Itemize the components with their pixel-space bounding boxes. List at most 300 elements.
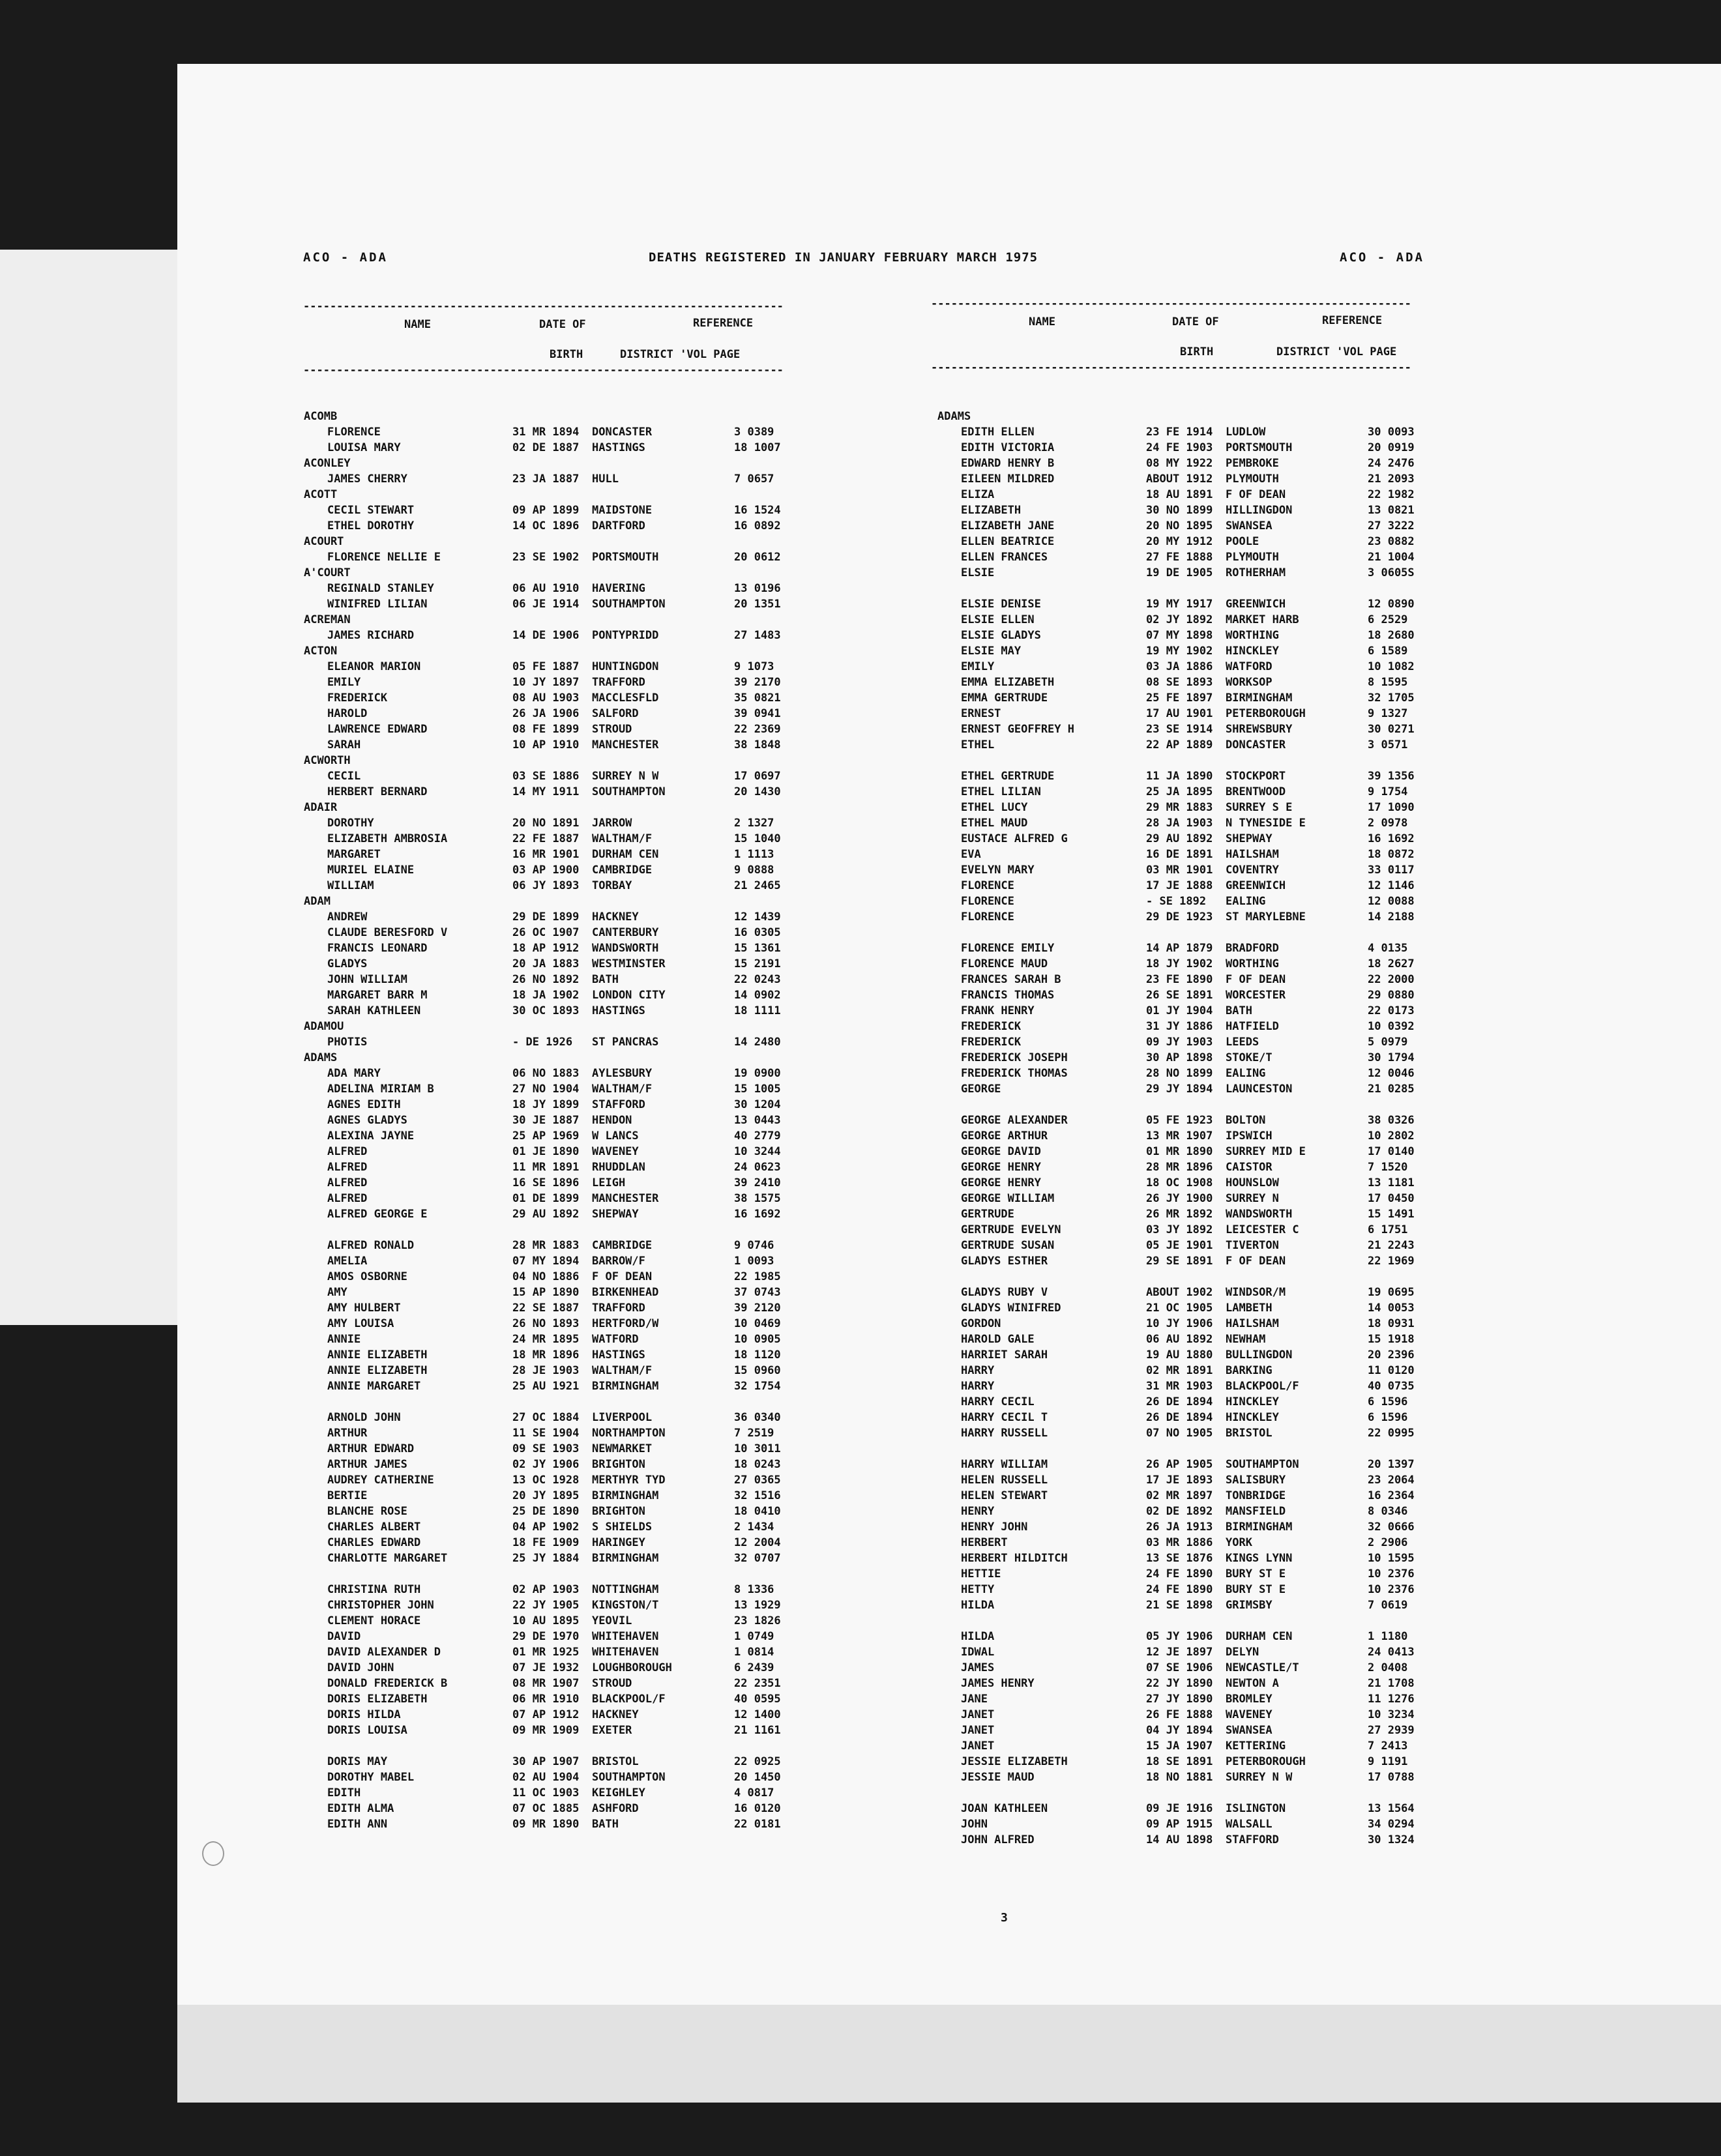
vol-page-reference: 29 0880 [1368,989,1415,1002]
date-of-birth: 14 AP 1879 [1146,942,1213,955]
vol-page-reference: 2 2906 [1368,1536,1408,1549]
district: MAIDSTONE [592,504,653,517]
district: MARKET HARB [1226,613,1299,626]
vol-page-reference: 4 0135 [1368,942,1408,955]
date-of-birth: 26 SE 1891 [1146,989,1213,1002]
date-of-birth: 23 JA 1887 [512,473,580,486]
district: BOLTON [1226,1114,1266,1127]
date-of-birth: 14 DE 1906 [512,629,580,642]
district: BURY ST E [1226,1567,1286,1581]
forename: ALEXINA JAYNE [327,1129,415,1143]
date-of-birth: 09 AP 1915 [1146,1818,1213,1831]
vol-page-reference: 27 2939 [1368,1724,1415,1737]
district: DARTFORD [592,519,645,532]
forename: EDITH [327,1786,361,1799]
date-of-birth: 07 MY 1894 [512,1255,580,1268]
vol-page-reference: 1 0093 [734,1255,774,1268]
date-of-birth: 15 AP 1890 [512,1286,580,1299]
forename: HILDA [961,1599,995,1612]
date-of-birth: 02 AU 1904 [512,1771,580,1784]
date-of-birth: 26 JA 1913 [1146,1521,1213,1534]
date-of-birth: 09 AP 1899 [512,504,580,517]
date-of-birth: 03 SE 1886 [512,770,580,783]
forename: DAVID [327,1630,361,1643]
date-of-birth: 18 JY 1899 [512,1098,580,1111]
district: PLYMOUTH [1226,473,1279,486]
forename: EVELYN MARY [961,864,1035,877]
date-of-birth: 29 JY 1894 [1146,1083,1213,1096]
district: HENDON [592,1114,632,1127]
forename: HERBERT [961,1536,1008,1549]
surname: ADAMS [304,1051,338,1064]
vol-page-reference: 18 0872 [1368,848,1415,861]
forename: FLORENCE NELLIE E [327,551,441,564]
district: BIRMINGHAM [1226,692,1293,705]
forename: AUDREY CATHERINE [327,1474,434,1487]
date-of-birth: 28 JA 1903 [1146,817,1213,830]
date-of-birth: 28 NO 1899 [1146,1067,1213,1080]
vol-page-reference: 22 2369 [734,723,781,736]
date-of-birth: 24 FE 1903 [1146,441,1213,454]
date-of-birth: 07 AP 1912 [512,1708,580,1721]
heading-reference: REFERENCE [1322,314,1383,327]
vol-page-reference: 16 0892 [734,519,781,532]
date-of-birth: 09 JY 1903 [1146,1036,1213,1049]
date-of-birth: 29 DE 1923 [1146,910,1213,924]
forename: HARRY [961,1364,995,1377]
vol-page-reference: 9 0746 [734,1239,774,1252]
vol-page-reference: 40 0595 [734,1693,781,1706]
date-of-birth: 27 FE 1888 [1146,551,1213,564]
date-of-birth: ABOUT 1912 [1146,473,1213,486]
vol-page-reference: 20 2396 [1368,1348,1415,1362]
forename: DORIS ELIZABETH [327,1693,428,1706]
forename: DAVID JOHN [327,1661,394,1674]
district: BRIGHTON [592,1458,645,1471]
date-of-birth: 10 AU 1895 [512,1614,580,1627]
date-of-birth: 02 AP 1903 [512,1583,580,1596]
district: BULLINGDON [1226,1348,1293,1362]
surname: ADAMS [937,410,971,423]
forename: ERNEST [961,707,1001,720]
forename: ELLEN FRANCES [961,551,1048,564]
date-of-birth: 26 NO 1893 [512,1317,580,1330]
district: BIRKENHEAD [592,1286,659,1299]
forename: ELIZABETH [961,504,1022,517]
date-of-birth: 26 MR 1892 [1146,1208,1213,1221]
district: W LANCS [592,1129,639,1143]
district: SWANSEA [1226,519,1272,532]
date-of-birth: 01 DE 1899 [512,1192,580,1205]
date-of-birth: 11 JA 1890 [1146,770,1213,783]
district: MERTHYR TYD [592,1474,666,1487]
date-of-birth: 24 FE 1890 [1146,1567,1213,1581]
forename: FREDERICK [961,1020,1022,1033]
vol-page-reference: 18 1120 [734,1348,781,1362]
date-of-birth: 18 FE 1909 [512,1536,580,1549]
forename: FRANCIS THOMAS [961,989,1055,1002]
date-of-birth: 12 JE 1897 [1146,1646,1213,1659]
date-of-birth: 22 JY 1890 [1146,1677,1213,1690]
date-of-birth: 03 MR 1901 [1146,864,1213,877]
forename: JANET [961,1740,995,1753]
date-of-birth: 20 JA 1883 [512,957,580,970]
date-of-birth: 08 SE 1893 [1146,676,1213,689]
forename: ETHEL DOROTHY [327,519,415,532]
vol-page-reference: 22 1969 [1368,1255,1415,1268]
date-of-birth: 20 NO 1895 [1146,519,1213,532]
vol-page-reference: 20 1450 [734,1771,781,1784]
forename: GERTRUDE [961,1208,1014,1221]
forename: WILLIAM [327,879,374,892]
forename: HERBERT HILDITCH [961,1552,1068,1565]
vol-page-reference: 16 1692 [1368,832,1415,845]
forename: HETTY [961,1583,995,1596]
district: BLACKPOOL/F [1226,1380,1299,1393]
date-of-birth: 14 OC 1896 [512,519,580,532]
forename: AMY [327,1286,347,1299]
date-of-birth: 03 JY 1892 [1146,1223,1213,1236]
district: POOLE [1226,535,1259,548]
vol-page-reference: 24 2476 [1368,457,1415,470]
date-of-birth: 23 SE 1914 [1146,723,1213,736]
forename: CHRISTINA RUTH [327,1583,421,1596]
district: BIRMINGHAM [592,1489,659,1502]
forename: ETHEL GERTRUDE [961,770,1055,783]
district: STOKE/T [1226,1051,1272,1064]
vol-page-reference: 16 0305 [734,926,781,939]
vol-page-reference: 40 2779 [734,1129,781,1143]
district: HAVERING [592,582,645,595]
vol-page-reference: 6 1589 [1368,645,1408,658]
date-of-birth: 17 JE 1893 [1146,1474,1213,1487]
district: LEEDS [1226,1036,1259,1049]
vol-page-reference: 17 0450 [1368,1192,1415,1205]
forename: ARTHUR [327,1427,368,1440]
date-of-birth: 06 JY 1893 [512,879,580,892]
date-of-birth: 18 OC 1908 [1146,1176,1213,1189]
forename: ARTHUR JAMES [327,1458,407,1471]
column-heading-left: ------------------------------------------------------------------------ NAME DATE OF REFERENCE BIRTH DISTRICT 'VOL PAGE ------------------------------------------------------------------------ [303,300,784,377]
vol-page-reference: 1 0814 [734,1646,774,1659]
forename: HARRY RUSSELL [961,1427,1048,1440]
date-of-birth: 26 AP 1905 [1146,1458,1213,1471]
date-of-birth: - SE 1892 [1146,895,1207,908]
district: HUNTINGDON [592,660,659,673]
forename: ARNOLD JOHN [327,1411,401,1424]
district: BRIGHTON [592,1505,645,1518]
district: ASHFORD [592,1802,639,1815]
vol-page-reference: 14 0053 [1368,1302,1415,1315]
forename: HAROLD GALE [961,1333,1035,1346]
vol-page-reference: 39 2410 [734,1176,781,1189]
vol-page-reference: 32 1705 [1368,692,1415,705]
forename: ETHEL [961,738,995,751]
vol-page-reference: 3 0571 [1368,738,1408,751]
header-title: DEATHS REGISTERED IN JANUARY FEBRUARY MARCH 1975 [649,250,1038,265]
district: SHEPWAY [1226,832,1272,845]
vol-page-reference: 15 1491 [1368,1208,1415,1221]
vol-page-reference: 13 1564 [1368,1802,1415,1815]
vol-page-reference: 2 1434 [734,1521,774,1534]
district: SURREY S E [1226,801,1293,814]
district: WANDSWORTH [592,942,659,955]
vol-page-reference: 10 1595 [1368,1552,1415,1565]
district: BURY ST E [1226,1583,1286,1596]
vol-page-reference: 15 1918 [1368,1333,1415,1346]
forename: LAWRENCE EDWARD [327,723,428,736]
vol-page-reference: 30 1794 [1368,1051,1415,1064]
forename: FREDERICK [961,1036,1022,1049]
vol-page-reference: 4 0817 [734,1786,774,1799]
district: CAISTOR [1226,1161,1272,1174]
date-of-birth: 17 JE 1888 [1146,879,1213,892]
district: WORKSOP [1226,676,1272,689]
vol-page-reference: 38 1848 [734,738,781,751]
date-of-birth: 01 JE 1890 [512,1145,580,1158]
surname: ADAIR [304,801,338,814]
date-of-birth: 25 AU 1921 [512,1380,580,1393]
date-of-birth: 07 JE 1932 [512,1661,580,1674]
forename: JAMES CHERRY [327,473,407,486]
district: WALSALL [1226,1818,1272,1831]
district: BIRMINGHAM [592,1380,659,1393]
forename: GLADYS WINIFRED [961,1302,1061,1315]
vol-page-reference: 11 0120 [1368,1364,1415,1377]
vol-page-reference: 20 1351 [734,598,781,611]
district: STAFFORD [1226,1833,1279,1846]
vol-page-reference: 14 2480 [734,1036,781,1049]
forename: BERTIE [327,1489,368,1502]
vol-page-reference: 5 0979 [1368,1036,1408,1049]
date-of-birth: 28 MR 1896 [1146,1161,1213,1174]
forename: CECIL [327,770,361,783]
forename: CLAUDE BERESFORD V [327,926,448,939]
vol-page-reference: 20 1397 [1368,1458,1415,1471]
district: MANCHESTER [592,738,659,751]
vol-page-reference: 13 0443 [734,1114,781,1127]
vol-page-reference: 37 0743 [734,1286,781,1299]
district: LONDON CITY [592,989,666,1002]
date-of-birth: 23 SE 1902 [512,551,580,564]
vol-page-reference: 21 0285 [1368,1083,1415,1096]
vol-page-reference: 32 1516 [734,1489,781,1502]
district: BRADFORD [1226,942,1279,955]
vol-page-reference: 18 0931 [1368,1317,1415,1330]
forename: HILDA [961,1630,995,1643]
forename: DORIS LOUISA [327,1724,407,1737]
vol-page-reference: 2 0978 [1368,817,1408,830]
vol-page-reference: 10 2376 [1368,1567,1415,1581]
date-of-birth: 30 OC 1893 [512,1004,580,1017]
district: CAMBRIDGE [592,864,653,877]
vol-page-reference: 9 1754 [1368,785,1408,798]
forename: EILEEN MILDRED [961,473,1055,486]
surname: ACTON [304,645,338,658]
vol-page-reference: 17 0788 [1368,1771,1415,1784]
district: SALISBURY [1226,1474,1286,1487]
forename: ELIZABETH JANE [961,519,1055,532]
vol-page-reference: 8 0346 [1368,1505,1408,1518]
forename: ADA MARY [327,1067,381,1080]
district: DURHAM CEN [1226,1630,1293,1643]
vol-page-reference: 12 0088 [1368,895,1415,908]
district: BARKING [1226,1364,1272,1377]
date-of-birth: 31 MR 1903 [1146,1380,1213,1393]
date-of-birth: 02 JY 1906 [512,1458,580,1471]
vol-page-reference: 19 0900 [734,1067,781,1080]
forename: AGNES GLADYS [327,1114,407,1127]
forename: ELSIE [961,566,995,579]
date-of-birth: 02 JY 1892 [1146,613,1213,626]
date-of-birth: 26 NO 1892 [512,973,580,986]
district: HINCKLEY [1226,1411,1279,1424]
vol-page-reference: 7 1520 [1368,1161,1408,1174]
vol-page-reference: 6 2439 [734,1661,774,1674]
vol-page-reference: 6 1751 [1368,1223,1408,1236]
vol-page-reference: 22 0173 [1368,1004,1415,1017]
vol-page-reference: 17 1090 [1368,801,1415,814]
vol-page-reference: 9 1191 [1368,1755,1408,1768]
district: HAILSHAM [1226,848,1279,861]
date-of-birth: 08 AU 1903 [512,692,580,705]
forename: GLADYS ESTHER [961,1255,1048,1268]
vol-page-reference: 18 0243 [734,1458,781,1471]
forename: SARAH KATHLEEN [327,1004,421,1017]
vol-page-reference: 18 1007 [734,441,781,454]
forename: JOHN WILLIAM [327,973,407,986]
district: TRAFFORD [592,1302,645,1315]
district: LEICESTER C [1226,1223,1299,1236]
district: NORTHAMPTON [592,1427,666,1440]
district: NEWCASTLE/T [1226,1661,1299,1674]
forename: ELEANOR MARION [327,660,421,673]
vol-page-reference: 10 2376 [1368,1583,1415,1596]
forename: HERBERT BERNARD [327,785,428,798]
forename: EUSTACE ALFRED G [961,832,1068,845]
vol-page-reference: 21 1004 [1368,551,1415,564]
date-of-birth: 29 AU 1892 [512,1208,580,1221]
date-of-birth: 30 JE 1887 [512,1114,580,1127]
district: WHITEHAVEN [592,1630,659,1643]
forename: AMY LOUISA [327,1317,394,1330]
vol-page-reference: 7 0657 [734,473,774,486]
date-of-birth: 15 JA 1907 [1146,1740,1213,1753]
date-of-birth: 22 JY 1905 [512,1599,580,1612]
forename: HETTIE [961,1567,1001,1581]
date-of-birth: 04 AP 1902 [512,1521,580,1534]
date-of-birth: 05 FE 1887 [512,660,580,673]
vol-page-reference: 19 0695 [1368,1286,1415,1299]
date-of-birth: 28 JE 1903 [512,1364,580,1377]
vol-page-reference: 15 1361 [734,942,781,955]
district: WALTHAM/F [592,1083,653,1096]
heading-birth: BIRTH [1180,345,1214,358]
date-of-birth: 16 DE 1891 [1146,848,1213,861]
district: BATH [1226,1004,1252,1017]
forename: FREDERICK JOSEPH [961,1051,1068,1064]
vol-page-reference: 21 2243 [1368,1239,1415,1252]
vol-page-reference: 15 1005 [734,1083,781,1096]
heading-date-of: DATE OF [539,318,586,331]
date-of-birth: 09 MR 1909 [512,1724,580,1737]
district: PORTSMOUTH [592,551,659,564]
district: DURHAM CEN [592,848,659,861]
date-of-birth: 19 DE 1905 [1146,566,1213,579]
date-of-birth: 09 JE 1916 [1146,1802,1213,1815]
date-of-birth: 25 FE 1897 [1146,692,1213,705]
forename: JANE [961,1693,988,1706]
date-of-birth: 31 JY 1886 [1146,1020,1213,1033]
forename: CECIL STEWART [327,504,415,517]
forename: GERTRUDE SUSAN [961,1239,1055,1252]
vol-page-reference: 10 0905 [734,1333,781,1346]
date-of-birth: 07 OC 1885 [512,1802,580,1815]
forename: SARAH [327,738,361,751]
vol-page-reference: 10 2802 [1368,1129,1415,1143]
district: WINDSOR/M [1226,1286,1286,1299]
forename: ELSIE ELLEN [961,613,1035,626]
district: CANTERBURY [592,926,659,939]
forename: FREDERICK THOMAS [961,1067,1068,1080]
district: DONCASTER [1226,738,1286,751]
date-of-birth: 25 DE 1890 [512,1505,580,1518]
district: LEIGH [592,1176,626,1189]
forename: JOHN ALFRED [961,1833,1035,1846]
vol-page-reference: 20 1430 [734,785,781,798]
vol-page-reference: 8 1595 [1368,676,1408,689]
date-of-birth: 02 DE 1887 [512,441,580,454]
vol-page-reference: 22 0243 [734,973,781,986]
vol-page-reference: 6 1596 [1368,1395,1408,1408]
date-of-birth: 05 JY 1906 [1146,1630,1213,1643]
district: F OF DEAN [1226,1255,1286,1268]
forename: ALFRED [327,1176,368,1189]
vol-page-reference: 39 1356 [1368,770,1415,783]
district: HINCKLEY [1226,645,1279,658]
forename: GLADYS RUBY V [961,1286,1048,1299]
district: STOCKPORT [1226,770,1286,783]
date-of-birth: 19 MY 1917 [1146,598,1213,611]
forename: ARTHUR EDWARD [327,1442,415,1455]
vol-page-reference: 27 3222 [1368,519,1415,532]
district: TRAFFORD [592,676,645,689]
vol-page-reference: 24 0623 [734,1161,781,1174]
date-of-birth: 07 NO 1905 [1146,1427,1213,1440]
surname: ACOMB [304,410,338,423]
date-of-birth: 24 MR 1895 [512,1333,580,1346]
heading-district: DISTRICT 'VOL PAGE [620,348,741,361]
vol-page-reference: 21 2093 [1368,473,1415,486]
district: BIRMINGHAM [1226,1521,1293,1534]
district: WORCESTER [1226,989,1286,1002]
forename: AMOS OSBORNE [327,1270,407,1283]
district: RHUDDLAN [592,1161,645,1174]
vol-page-reference: 22 2000 [1368,973,1415,986]
date-of-birth: 06 AU 1910 [512,582,580,595]
vol-page-reference: 15 2191 [734,957,781,970]
district: DONCASTER [592,426,653,439]
district: MACCLESFLD [592,692,659,705]
vol-page-reference: 9 1327 [1368,707,1408,720]
date-of-birth: 20 MY 1912 [1146,535,1213,548]
district: SWANSEA [1226,1724,1272,1737]
vol-page-reference: 18 1111 [734,1004,781,1017]
district: TONBRIDGE [1226,1489,1286,1502]
vol-page-reference: 32 0666 [1368,1521,1415,1534]
vol-page-reference: 34 0294 [1368,1818,1415,1831]
date-of-birth: 26 OC 1907 [512,926,580,939]
